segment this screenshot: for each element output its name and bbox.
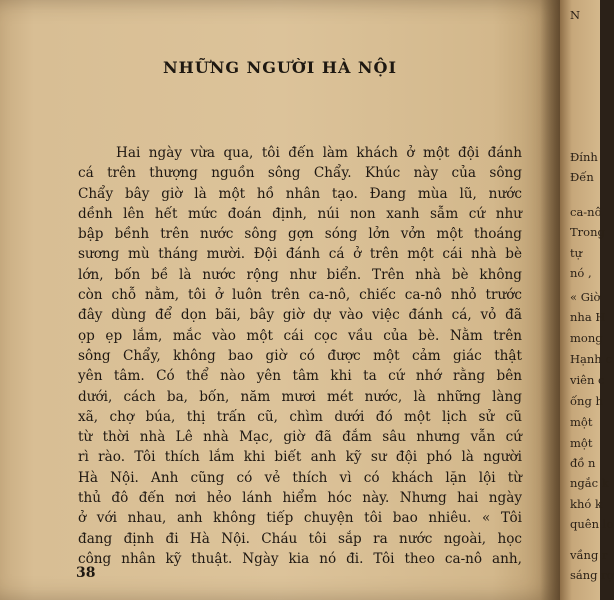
next-page-fragment: mong bbox=[570, 331, 603, 345]
next-page-fragment: Trong bbox=[570, 225, 605, 239]
next-page-fragment: sáng rợ bbox=[570, 568, 614, 582]
text-line: công nhân kỹ thuật. Ngày kia nó đi. Tôi theo ca-nô anh, bbox=[78, 550, 522, 567]
text-line: thủ đô đến nơi hẻo lánh hiểm hóc này. Nhưng hai ngày bbox=[78, 490, 522, 507]
next-page-fragment: nha H bbox=[570, 310, 606, 324]
next-page-fragment: « Giờ bbox=[570, 290, 601, 304]
next-page-fragment: quên lo bbox=[570, 517, 614, 531]
chapter-title: NHỮNG NGƯỜI HÀ NỘI bbox=[163, 58, 397, 77]
next-page-fragment: đồ n bbox=[570, 456, 596, 470]
body-paragraph bbox=[78, 143, 522, 569]
book-gutter-shadow bbox=[540, 0, 560, 600]
next-page-fragment: Hạnh c bbox=[570, 352, 612, 366]
next-page-fragment: tự bbox=[570, 246, 583, 260]
next-page-fragment: Đính bbox=[570, 150, 598, 164]
next-page-fragment: khó k bbox=[570, 497, 602, 511]
next-page-fragment: nó , bbox=[570, 266, 592, 280]
next-page-fragment: vầng r bbox=[570, 548, 608, 562]
text-line: rì rào. Tôi thích lắm khi biết anh kỹ sư đội phó là người bbox=[78, 449, 522, 466]
next-page-fragment: viên c bbox=[570, 373, 605, 387]
text-line: Chẩy bây giờ là một hồ nhân tạo. Đang mùa lũ, nước bbox=[78, 185, 522, 202]
right-book-page-edge bbox=[560, 0, 614, 600]
text-line: cá trên thượng nguồn sông Chẩy. Khúc này của sông bbox=[78, 165, 522, 182]
next-page-fragment: một bbox=[570, 436, 593, 450]
text-line: ở với nhau, anh không tiếp chuyện tôi bao nhiêu. « Tôi bbox=[78, 510, 522, 527]
text-line: dềnh lên hết mức đoán định, núi non xanh sẫm cứ như bbox=[78, 205, 522, 222]
text-line: từ thời nhà Lê nhà Mạc, giờ đã đắm sâu nhưng vẫn cứ bbox=[78, 429, 522, 446]
text-line: ọp ẹp lắm, mắc vào một cái cọc vầu của bè. Nằm trên bbox=[78, 327, 522, 344]
page-number: 38 bbox=[76, 565, 96, 581]
next-page-fragment: N bbox=[570, 8, 581, 22]
text-line: đây dùng để dọn bãi, bây giờ dự vào việc đánh cá, vỏ đã bbox=[78, 307, 522, 324]
text-line: bập bềnh trên nước sông gợn sóng lởn vởn một thoáng bbox=[78, 226, 522, 243]
text-line: lớn, bốn bề là nước rộng như biển. Trên nhà bè không bbox=[78, 266, 522, 283]
text-line: dưới, cách ba, bốn, năm mươi mét nước, là những làng bbox=[78, 388, 522, 405]
text-line: Hai ngày vừa qua, tôi đến làm khách ở một đội đánh bbox=[116, 145, 522, 161]
text-line: yên tâm. Có thể nào yên tâm khi ta cứ nhớ rằng bên bbox=[78, 368, 522, 385]
text-line: còn chỗ nằm, tôi ở luôn trên ca-nô, chiếc ca-nô nhỏ trước bbox=[78, 287, 522, 304]
text-line: xã, chợ búa, thị trấn cũ, chìm dưới đó một lịch sử cũ bbox=[78, 408, 522, 425]
text-line: đang định đi Hà Nội. Cháu tôi sắp ra nước ngoài, học bbox=[78, 530, 522, 547]
next-page-fragment: ca-nô bbox=[570, 205, 602, 219]
next-page-fragment: Đến bbox=[570, 170, 594, 184]
text-line: sông Chẩy, không bao giờ có được một cảm giác thật bbox=[78, 347, 522, 364]
next-page-fragment: một bbox=[570, 415, 593, 429]
text-line: Hà Nội. Anh cũng có vẻ thích vì có khách lặn lội từ bbox=[78, 469, 522, 486]
text-line: sương mù tháng mười. Đội đánh cá ở trên một cái nhà bè bbox=[78, 246, 522, 263]
next-page-fragment: ngắc k bbox=[570, 476, 609, 490]
next-page-fragment: ống h bbox=[570, 394, 603, 408]
